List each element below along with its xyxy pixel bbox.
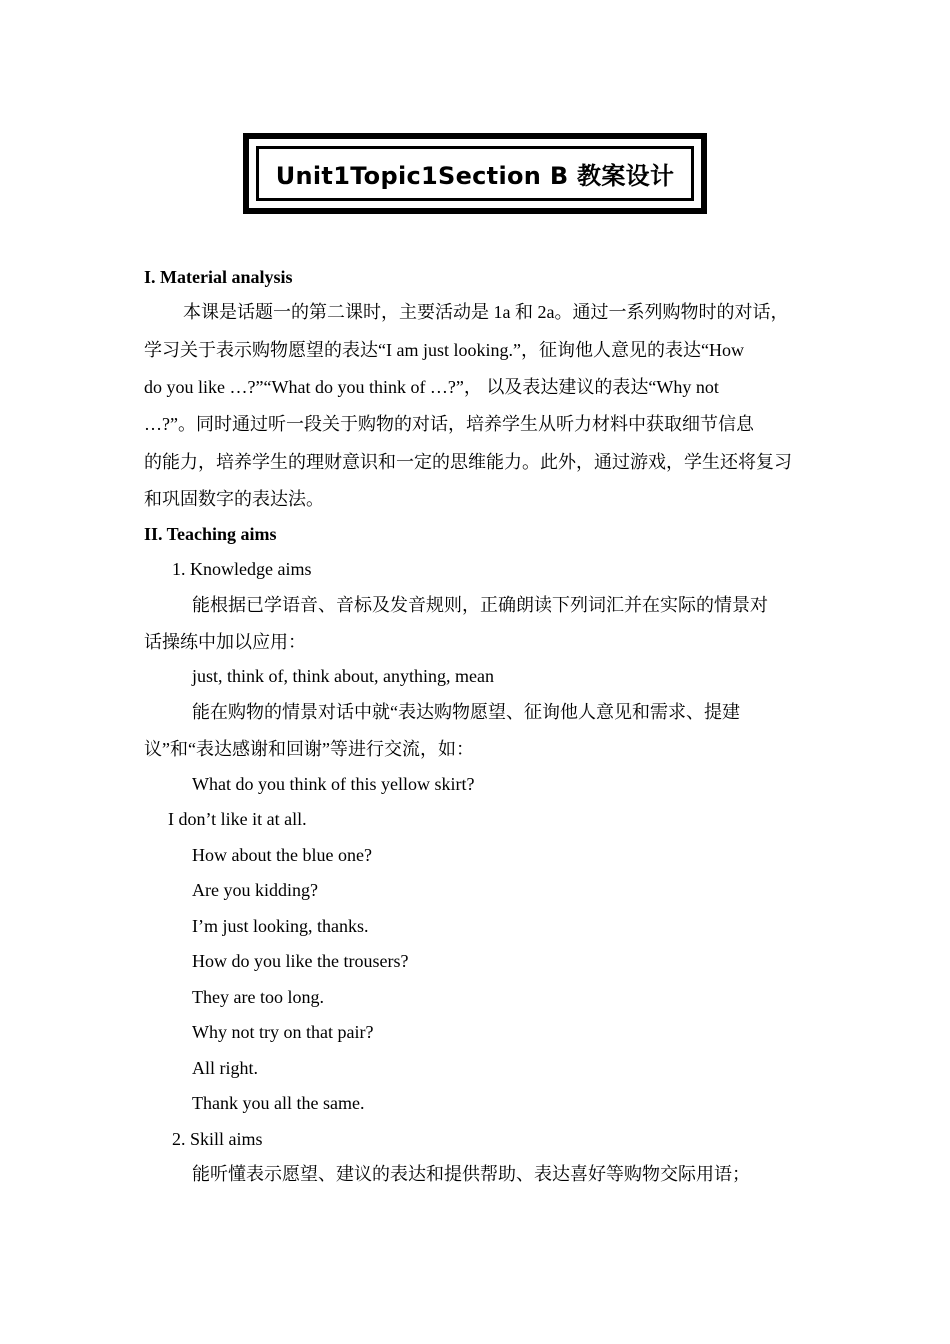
example-sentence: All right. xyxy=(192,1058,258,1078)
example-sentence: Are you kidding? xyxy=(192,880,318,900)
paragraph-line: 本课是话题一的第二课时，主要活动是 1a 和 2a。通过一系列购物时的对话， xyxy=(183,302,789,322)
title-box xyxy=(243,133,707,214)
paragraph-line: …?”。同时通过听一段关于购物的对话，培养学生从听力材料中获取细节信息 xyxy=(144,414,754,434)
subheading-skill-aims: 2. Skill aims xyxy=(172,1129,263,1149)
paragraph-line: 能听懂表示愿望、建议的表达和提供帮助、表达喜好等购物交际用语； xyxy=(192,1164,750,1184)
document-title: Unit1Topic1Section B 教案设计 xyxy=(275,162,675,190)
paragraph-line: 的能力，培养学生的理财意识和一定的思维能力。此外，通过游戏，学生还将复习 xyxy=(144,452,792,472)
heading-material-analysis: I. Material analysis xyxy=(144,267,293,287)
title-inner-border xyxy=(256,146,694,201)
example-sentence: What do you think of this yellow skirt? xyxy=(192,774,475,794)
example-sentence: I’m just looking, thanks. xyxy=(192,916,369,936)
example-sentence: I don’t like it at all. xyxy=(168,809,307,829)
paragraph-line: 能根据已学语音、音标及发音规则，正确朗读下列词汇并在实际的情景对 xyxy=(192,595,768,615)
subheading-knowledge-aims: 1. Knowledge aims xyxy=(172,559,312,579)
vocabulary-list: just, think of, think about, anything, mean xyxy=(192,666,494,686)
example-sentence: How about the blue one? xyxy=(192,845,372,865)
paragraph-line: 话操练中加以应用： xyxy=(144,632,306,652)
example-sentence: Thank you all the same. xyxy=(192,1093,365,1113)
paragraph-line: 议”和“表达感谢和回谢”等进行交流，如： xyxy=(144,739,474,759)
example-sentence: Why not try on that pair? xyxy=(192,1022,374,1042)
paragraph-line: 学习关于表示购物愿望的表达“I am just looking.”，征询他人意见的表达“How xyxy=(144,340,744,360)
example-sentence: They are too long. xyxy=(192,987,324,1007)
heading-teaching-aims: II. Teaching aims xyxy=(144,524,277,544)
paragraph-line: 能在购物的情景对话中就“表达购物愿望、征询他人意见和需求、提建 xyxy=(192,702,740,722)
paragraph-line: do you like …?”“What do you think of …?”， 以及表达建议的表达“Why not xyxy=(144,377,719,397)
example-sentence: How do you like the trousers? xyxy=(192,951,409,971)
paragraph-line: 和巩固数字的表达法。 xyxy=(144,489,324,509)
